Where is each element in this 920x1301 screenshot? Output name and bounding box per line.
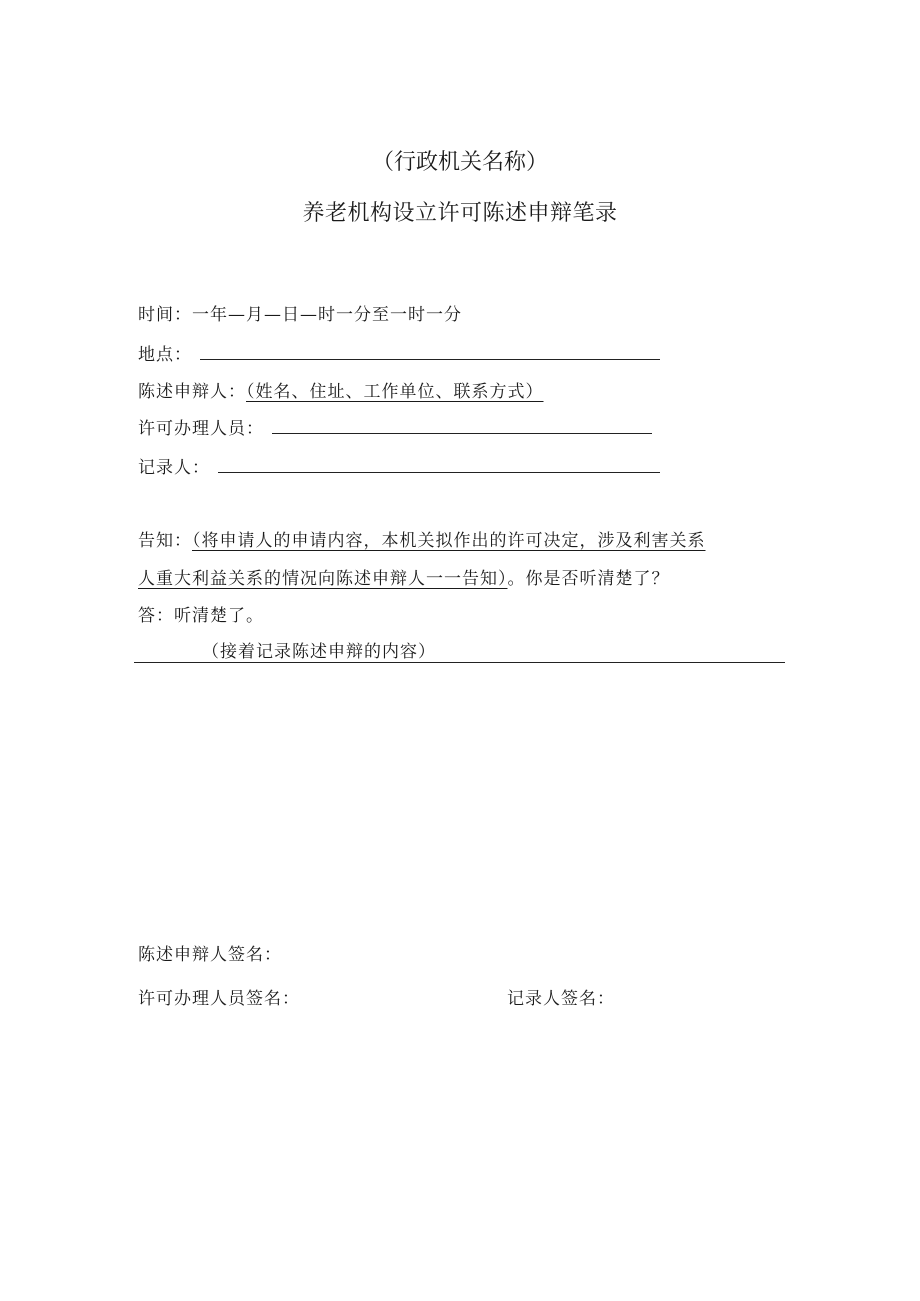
notice-line-2 [138, 564, 670, 589]
place-row [138, 340, 660, 365]
notice-line-1 [138, 526, 706, 551]
notice-text-1: （将申请人的申请内容，本机关拟作出的许可决定，涉及利害关系 [192, 531, 706, 551]
org-name: （行政机关名称） [371, 150, 548, 175]
applicant-label: 陈述申辩人： [138, 382, 246, 402]
recorder-label: 记录人： [138, 458, 210, 478]
recorder-row [138, 453, 660, 478]
content-divider [134, 662, 785, 663]
recorder-signature-label: 记录人签名： [507, 989, 615, 1009]
staff-signature-label: 许可办理人员签名： [138, 989, 300, 1009]
applicant-signature-label: 陈述申辩人签名： [138, 945, 282, 965]
applicant-row [138, 377, 544, 402]
staff-label: 许可办理人员： [138, 419, 264, 439]
recorder-field[interactable] [218, 472, 660, 473]
answer-line: 答：听清楚了。 [138, 606, 264, 626]
place-field[interactable] [200, 359, 660, 360]
continue-note: （接着记录陈述申辩的内容） [202, 642, 436, 662]
applicant-value[interactable]: （姓名、住址、工作单位、联系方式） [246, 382, 544, 402]
time-line: 时间：一年—月—日—时一分至一时一分 [138, 305, 462, 325]
document-title: 养老机构设立许可陈述申辩笔录 [302, 201, 618, 226]
staff-row [138, 414, 652, 439]
notice-label: 告知： [138, 531, 192, 551]
staff-field[interactable] [272, 433, 652, 434]
notice-question: 。你是否听清楚了？ [507, 569, 670, 589]
place-label: 地点： [138, 345, 192, 365]
notice-text-2: 人重大利益关系的情况向陈述申辩人一一告知） [138, 569, 508, 589]
